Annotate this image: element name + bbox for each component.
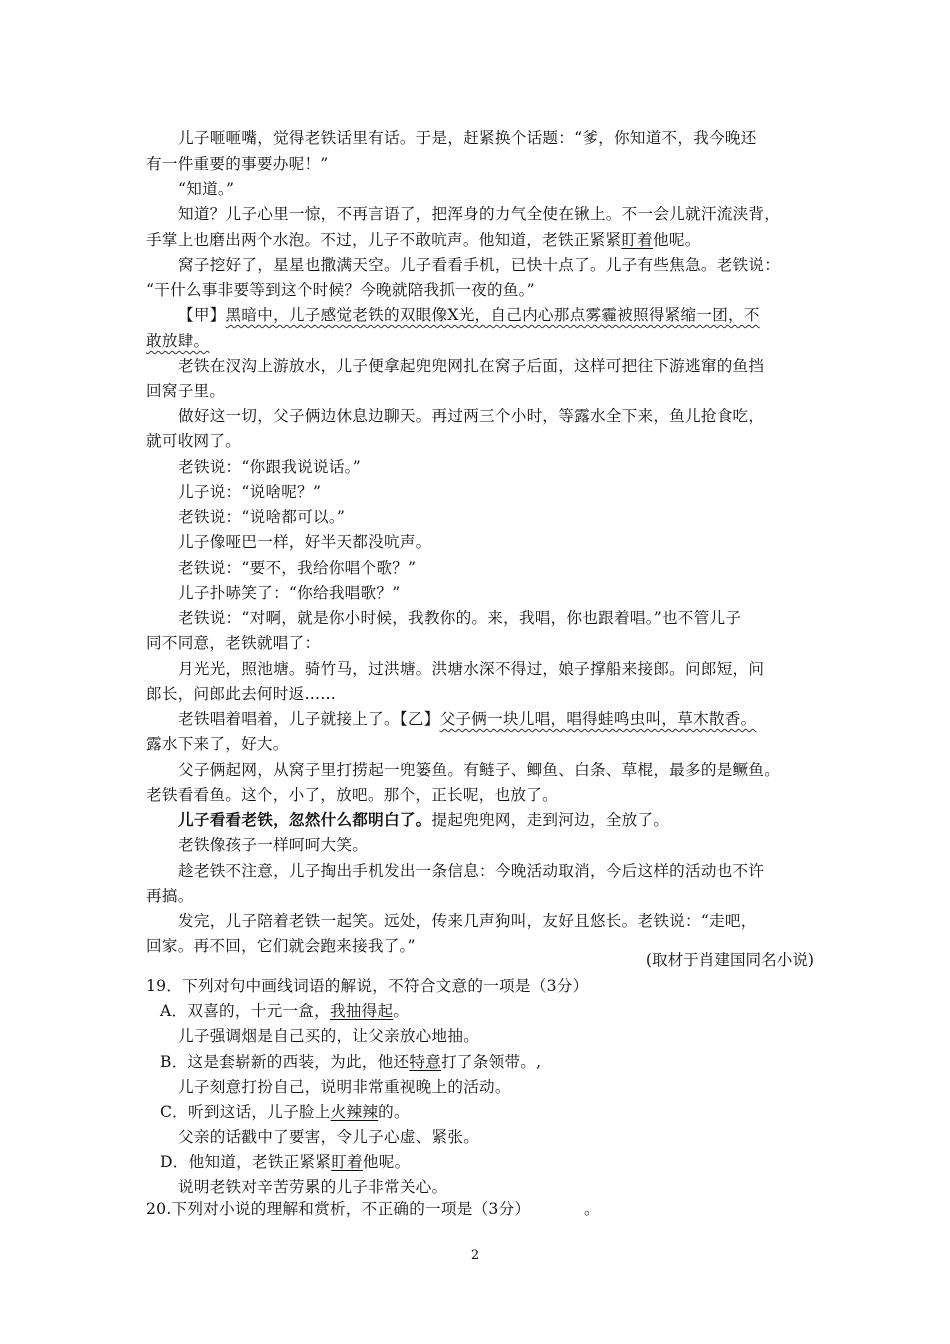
story-line xyxy=(146,331,209,351)
option-b-explanation: 儿子刻意打扮自己，说明非常重视晚上的活动。 xyxy=(178,1078,511,1096)
story-line: “干什么事非要等到这个时候？今晚就陪我抓一夜的鱼。” xyxy=(146,281,535,299)
story-line: 父子俩起网，从窝子里打捞起一兜篓鱼。有鲢子、鲫鱼、白条、草棍，最多的是鳜鱼。 xyxy=(178,761,781,779)
question-20-stem: 20.下列对小说的理解和赏析，不正确的一项是（3分） xyxy=(146,1200,531,1218)
story-line: 有一件重要的事要办呢！” xyxy=(146,155,329,173)
story-line: 儿子说：“说啥呢？” xyxy=(178,483,322,501)
passage-mark-yi: 【乙】 xyxy=(399,710,440,728)
story-line: 做好这一切，父子俩边休息边聊天。再过两三个小时，等露水全下来，鱼儿抢食吃， xyxy=(178,407,765,425)
story-line: 老铁说：“说啥都可以。” xyxy=(178,508,346,526)
passage-mark-jia: 【甲】 xyxy=(178,306,226,324)
page-number: 2 xyxy=(470,1248,480,1263)
text-run: D．他知道，老铁正紧紧 xyxy=(160,1153,332,1171)
story-line: “知道。” xyxy=(178,180,235,198)
story-line: 老铁在汊沟上游放水，儿子便拿起兜兜网扎在窝子后面，这样可把往下游逃窜的鱼挡 xyxy=(178,357,765,375)
underlined-word: 盯着 xyxy=(621,231,654,249)
story-line: 回家。再不回，它们就会跑来接我了。” xyxy=(146,937,416,955)
story-line xyxy=(146,230,701,250)
wavy-underlined-text: 黑暗中，儿子感觉老铁的双眼像X光，自己内心那点雾霾被照得紧缩一团，不 xyxy=(225,306,760,324)
story-line xyxy=(178,305,760,325)
story-line: 发完，儿子陪着老铁一起笑。远处，传来几声狗叫，友好且悠长。老铁说：“走吧， xyxy=(178,912,757,930)
text-run: 。 xyxy=(393,1002,410,1020)
story-line: 月光光，照池塘。骑竹马，过洪塘。洪塘水深不得过，娘子撑船来接郎。问郎短，问 xyxy=(178,660,765,678)
underlined-word: 我抽得起 xyxy=(329,1002,394,1020)
story-line: 老铁像孩子一样呵呵大笑。 xyxy=(178,836,369,854)
underlined-word: 特意 xyxy=(409,1053,442,1071)
option-d-explanation: 说明老铁对辛苦劳累的儿子非常关心。 xyxy=(178,1178,448,1196)
text-run: 他呢。 xyxy=(653,231,701,249)
text-run: A．双喜的，十元一盒， xyxy=(160,1002,330,1020)
bold-sentence: 儿子看看老铁，忽然什么都明白了。 xyxy=(178,810,432,829)
story-line: 窝子挖好了，星星也撒满天空。儿子看看手机，已快十点了。儿子有些焦急。老铁说： xyxy=(178,256,781,274)
text-run: 打了条领带。, xyxy=(441,1053,542,1071)
text-run: 手掌上也磨出两个水泡。不过，儿子不敢吭声。他知道，老铁正紧紧 xyxy=(146,231,622,249)
option-c-explanation: 父亲的话戳中了要害，令儿子心虚、紧张。 xyxy=(178,1128,480,1146)
question-19-stem: 19．下列对句中画线词语的解说，不符合文意的一项是（3分） xyxy=(146,977,589,995)
text-run: 他呢。 xyxy=(362,1153,411,1171)
story-line: 儿子扑哧笑了：“你给我唱歌？” xyxy=(178,584,401,602)
text-run: C．听到这话，儿子脸上 xyxy=(160,1103,331,1121)
story-line: 趁老铁不注意，儿子掏出手机发出一条信息：今晚活动取消，今后这样的活动也不许 xyxy=(178,862,765,880)
story-line: 老铁看看鱼。这个，小了，放吧。那个，正长呢，也放了。 xyxy=(146,786,558,804)
story-line: 回窝子里。 xyxy=(146,382,226,400)
option-c xyxy=(160,1102,410,1122)
story-line xyxy=(178,709,756,729)
story-line: 儿子咂咂嘴，觉得老铁话里有话。于是，赶紧换个话题：“爹，你知道不，我今晚还 xyxy=(178,129,757,147)
question-20-tail: 。 xyxy=(584,1200,600,1218)
text-run: 提起兜兜网，走到河边，全放了。 xyxy=(431,811,670,829)
underlined-word: 盯着 xyxy=(331,1153,363,1171)
wavy-underlined-text: 敢放肆。 xyxy=(146,332,210,350)
option-a xyxy=(160,1001,409,1021)
source-citation: (取材于肖建国同名小说) xyxy=(645,951,814,969)
story-line: 就可收网了。 xyxy=(146,432,242,450)
text-run: B．这是套崭新的西装，为此，他还 xyxy=(160,1053,410,1071)
wavy-underlined-text: 父子俩一块儿唱，唱得蛙鸣虫叫，草木散香。 xyxy=(439,710,757,728)
option-d xyxy=(160,1152,410,1172)
story-line: 郎长，问郎此去何时返…… xyxy=(146,685,337,703)
text-run: 老铁唱着唱着，儿子就接上了。 xyxy=(178,710,400,728)
story-line: 露水下来了，好大。 xyxy=(146,735,289,753)
story-line: 老铁说：“要不，我给你唱个歌？” xyxy=(178,559,417,577)
underlined-word: 火辣辣 xyxy=(330,1103,379,1121)
story-line: 儿子像哑巴一样，好半天都没吭声。 xyxy=(178,533,432,551)
story-line: 知道？儿子心里一惊，不再言语了，把浑身的力气全使在锹上。不一会儿就汗流浃背， xyxy=(178,205,781,223)
text-run: 的。 xyxy=(378,1103,410,1121)
story-line: 老铁说：“你跟我说说话。” xyxy=(178,458,361,476)
story-line xyxy=(178,810,669,830)
option-b xyxy=(160,1052,541,1072)
option-a-explanation: 儿子强调烟是自己买的，让父亲放心地抽。 xyxy=(178,1027,480,1045)
story-line: 再搞。 xyxy=(146,887,194,905)
story-line: 老铁说：“对啊，就是你小时候，我教你的。来，我唱，你也跟着唱。”也不管儿子 xyxy=(178,609,742,627)
story-line: 同不同意，老铁就唱了： xyxy=(146,634,321,652)
